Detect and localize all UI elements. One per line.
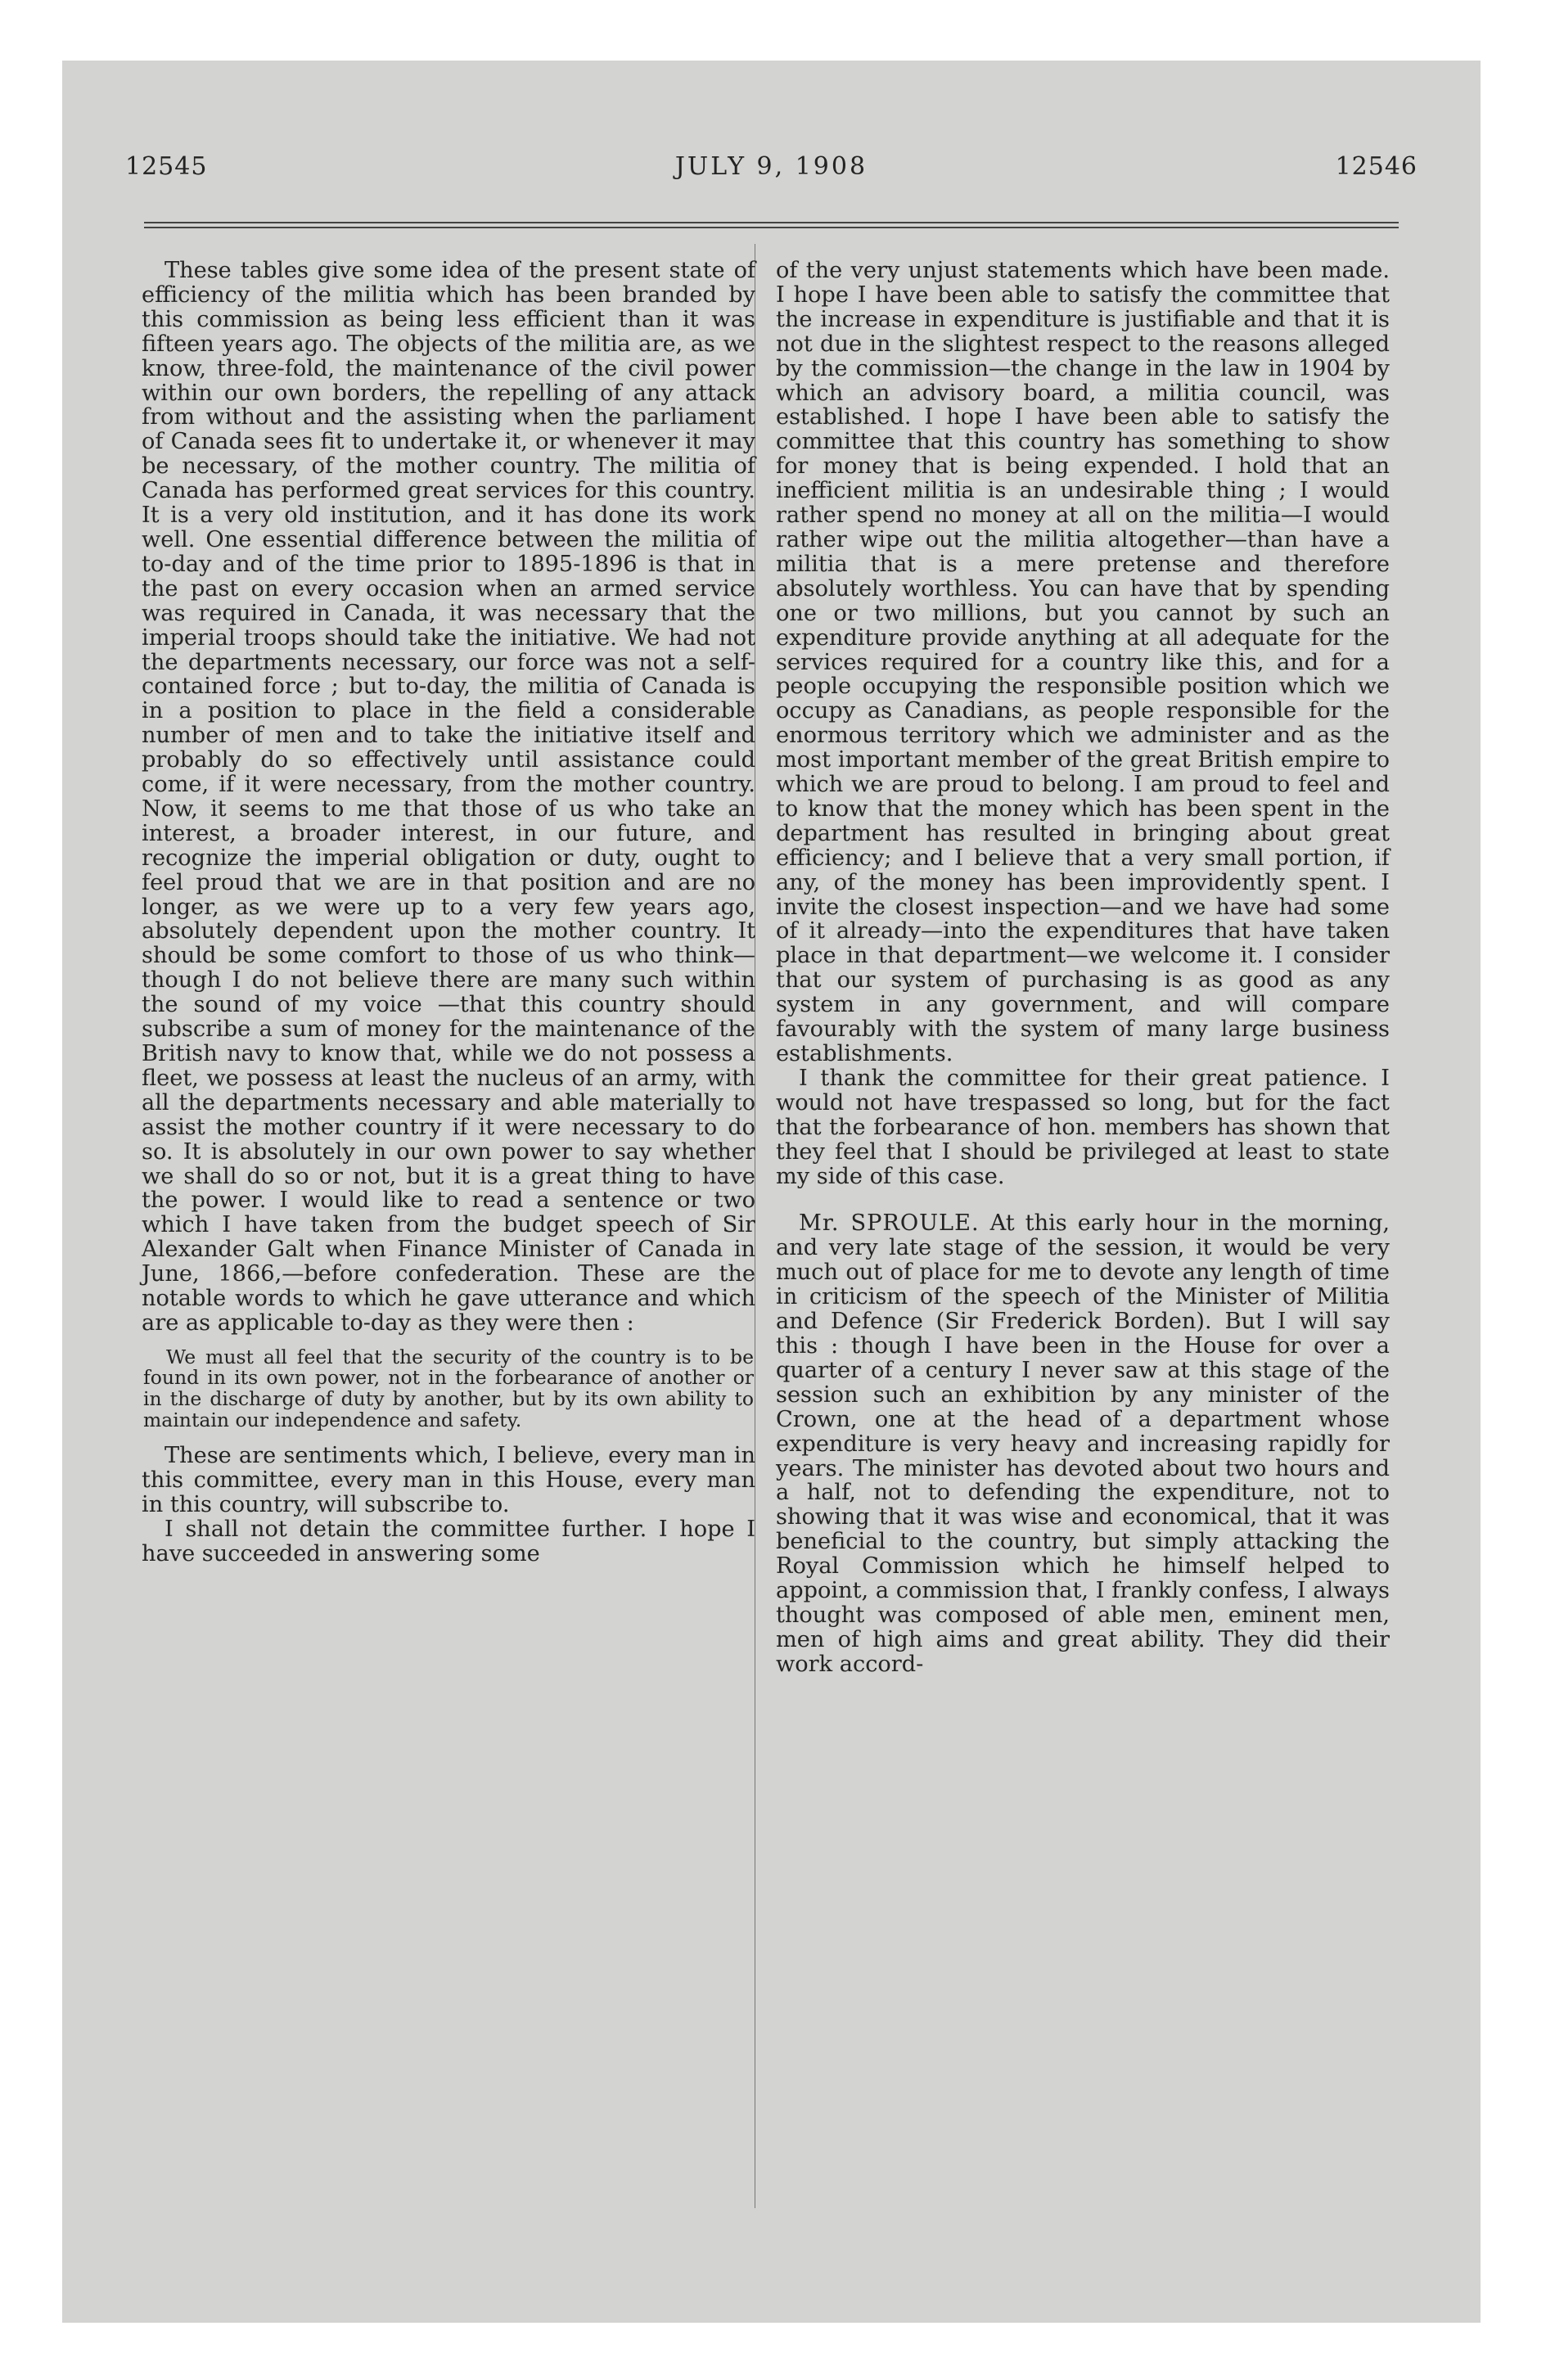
running-head-date: JULY 9, 1908 xyxy=(674,152,868,181)
scanned-page xyxy=(62,61,1481,2323)
right-paragraph-1: of the very unjust statements which have been made. I hope I have been able to satisfy the committee that the increase in expenditure is justifiable and that it is not due in the slightest respect to the reasons alleged by the commission—the change in the law in 1904 by which an advisory board, a militia council, was established. I hope I have been able to satisfy the committee that this country has something to show for money that is being expended. I hold that an inefficient militia is an undesirable thing ; I would rather spend no money at all on the militia—I would rather wipe out the militia altogether—than have a militia that is a mere pretense and therefore absolutely worthless. You can have that by spending one or two millions, but you cannot by such an expenditure provide anything at all adequate for the services required for a country like this, and for a people occupying the responsible position which we occupy as Canadians, as people responsible for the enormous territory which we administer and as the most important member of the great British empire to which we are proud to belong. I am proud to feel and to know that the money which has been spent in the department has resulted in bringing about great efficiency; and I believe that a very small portion, if any, of the money has been improvidently spent. I invite the closest inspection—and we have had some of it already—into the expenditures that have taken place in that department—we welcome it. I consider that our system of purchasing is as good as any system in any government, and will compare favourably with the system of many large business establishments. xyxy=(776,258,1390,1066)
header-rule-bottom xyxy=(144,227,1399,228)
left-paragraph-1: These tables give some idea of the present state of efficiency of the militia which has been branded by this commission as being less efficient than it was fifteen years ago. The objects of the militia are, as we know, three-fold, the maintenance of the civil power within our own borders, the repelling of any attack from without and the assisting when the parliament of Canada sees fit to undertake it, or whenever it may be necessary, of the mother country. The militia of Canada has performed great services for this country. It is a very old institution, and it has done its work well. One essential difference between the militia of to-day and of the time prior to 1895-1896 is that in the past on every occasion when an armed service was required in Canada, it was necessary that the imperial troops should take the initiative. We had not the departments necessary, our force was not a self-contained force ; but to-day, the militia of Canada is in a position to place in the field a considerable number of men and to take the initiative itself and probably do so effectively until assistance could come, if it were necessary, from the mother country. Now, it seems to me that those of us who take an interest, a broader interest, in our future, and recognize the imperial obligation or duty, ought to feel proud that we are in that position and are no longer, as we were up to a very few years ago, absolutely dependent upon the mother country. It should be some comfort to those of us who think—though I do not believe there are many such within the sound of my voice —that this country should subscribe a sum of money for the maintenance of the British navy to know that, while we do not possess a fleet, we possess at least the nucleus of an army, with all the departments necessary and able materially to assist the mother country if it were necessary to do so. It is absolutely in our own power to say whether we shall do so or not, but it is a great thing to have the power. I would like to read a sentence or two which I have taken from the budget speech of Sir Alexander Galt when Finance Minister of Canada in June, 1866,—before confederation. These are the notable words to which he gave utterance and which are as applicable to-day as they were then : xyxy=(142,258,755,1336)
left-page-number: 12545 xyxy=(125,152,208,181)
left-column xyxy=(142,259,755,1566)
left-paragraph-3: I shall not detain the committee further. I hope I have succeeded in answering some xyxy=(142,1516,755,1566)
right-page-number: 12546 xyxy=(1335,152,1418,181)
sproule-paragraph xyxy=(776,1211,1390,1676)
left-paragraph-2: These are sentiments which, I believe, every man in this committee, every man in this House, every man in this country, will subscribe to. xyxy=(142,1443,755,1518)
right-column xyxy=(776,259,1390,1677)
header-rule-top xyxy=(144,222,1399,223)
sproule-speech: At this early hour in the morning, and very late stage of the session, it would be very much out of place for me to devote any length of time in criticism of the speech of the Minister of Militia and Defence (Sir Frederick Borden). But I will say this : though I have been in the House for over a quarter of a century I never saw at this stage of the session such an exhibition by any minister of the Crown, one at the head of a department whose expenditure is very heavy and increasing rapidly for years. The minister has devoted about two hours and a half, not to defending the expenditure, not to showing that it was wise and economical, that it was beneficial to the country, but simply attacking the Royal Commission which he himself helped to appoint, a commission that, I frankly confess, I always thought was composed of able men, eminent men, men of high aims and great ability. They did their work accord- xyxy=(776,1210,1390,1677)
page-header xyxy=(125,152,1418,188)
speaker-name: Mr. SPROULE. xyxy=(799,1210,980,1237)
right-paragraph-2: I thank the committee for their great patience. I would not have trespassed so long, but for the fact that the forbearance of hon. members has shown that they feel that I should be privileged at least to state my side of this case. xyxy=(776,1065,1390,1189)
galt-quotation: We must all feel that the security of the country is to be found in its own power, not in the forbearance of another or in the discharge of duty by another, but by its own ability to maintain our independence and safety. xyxy=(143,1345,754,1431)
